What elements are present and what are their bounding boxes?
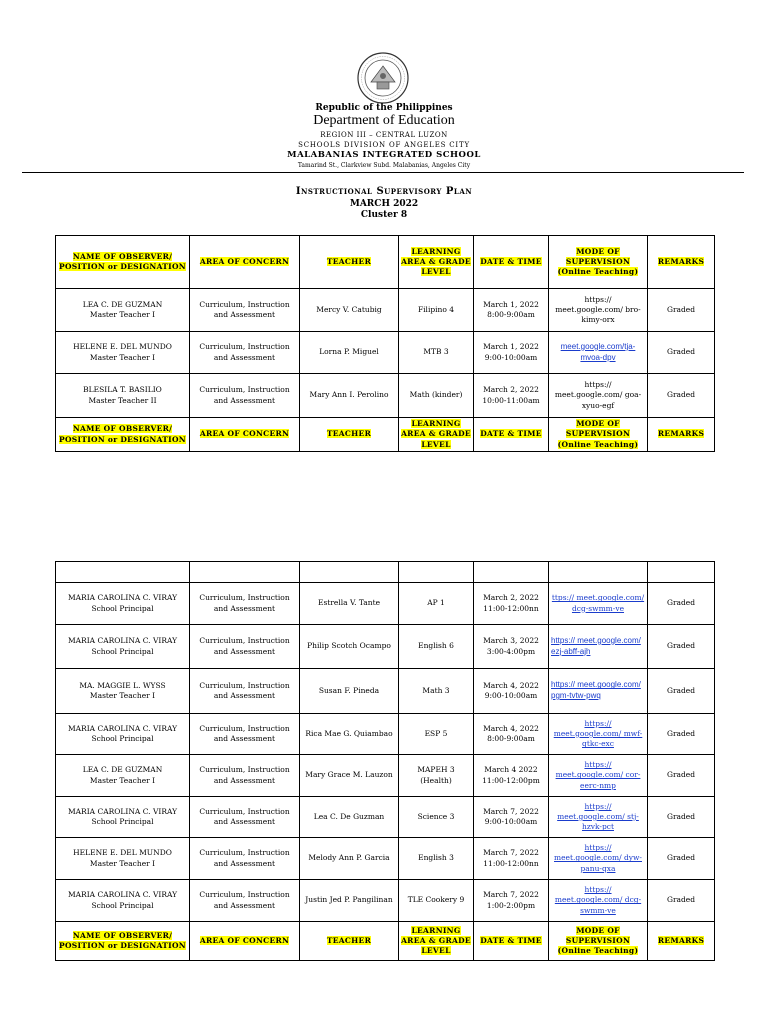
area-of-concern: Curriculum, Instruction and Assessment bbox=[190, 714, 300, 755]
date: March 3, 2022 bbox=[483, 636, 539, 646]
learning-area: ESP 5 bbox=[399, 714, 474, 755]
col-header-mode: MODE OF SUPERVISION (Online Teaching) bbox=[549, 236, 648, 289]
observer-name: MA. MAGGIE L. WYSS bbox=[79, 680, 166, 690]
date: March 1, 2022 bbox=[483, 299, 539, 309]
division-line: SCHOOLS DIVISION OF ANGELES CITY bbox=[298, 141, 470, 149]
observer-position: School Principal bbox=[91, 646, 154, 656]
supervisory-plan-table-2 bbox=[55, 561, 715, 961]
region-line: REGION III – CENTRAL LUZON bbox=[320, 131, 448, 139]
learning-area: MTB 3 bbox=[399, 332, 474, 374]
remarks: Graded bbox=[648, 669, 715, 714]
meet-link[interactable]: https:// meet.google.com/ cor-eerc-nmp bbox=[555, 760, 641, 790]
col-header-remarks: REMARKS bbox=[648, 922, 715, 961]
remarks: Graded bbox=[648, 583, 715, 625]
col-header-concern: AREA OF CONCERN bbox=[190, 922, 300, 961]
area-of-concern: Curriculum, Instruction and Assessment bbox=[190, 332, 300, 374]
col-header-learning: LEARNING AREA & GRADE LEVEL bbox=[399, 922, 474, 961]
observer-name: HELENE E. DEL MUNDO bbox=[73, 848, 172, 858]
deped-seal-icon bbox=[357, 52, 409, 104]
col-header-remarks: REMARKS bbox=[648, 236, 715, 289]
table-row bbox=[56, 583, 715, 625]
meet-link[interactable]: https:// meet.google.com/ ezj-abff-ajh bbox=[551, 635, 641, 656]
col-header-observer: NAME OF OBSERVER/ POSITION or DESIGNATION bbox=[56, 922, 190, 961]
col-header-concern: AREA OF CONCERN bbox=[190, 418, 300, 452]
observer-name: MARIA CAROLINA C. VIRAY bbox=[67, 636, 178, 646]
teacher-name: Lorna P. Miguel bbox=[300, 332, 399, 374]
remarks: Graded bbox=[648, 797, 715, 838]
date: March 1, 2022 bbox=[483, 342, 539, 352]
plan-month: MARCH 2022 bbox=[349, 199, 419, 209]
school-address: Tamarind St., Clarkview Subd. Malabanias, Angeles City bbox=[297, 162, 471, 169]
area-of-concern: Curriculum, Instruction and Assessment bbox=[190, 838, 300, 880]
learning-area: Science 3 bbox=[399, 797, 474, 838]
remarks: Graded bbox=[648, 714, 715, 755]
col-header-mode: MODE OF SUPERVISION (Online Teaching) bbox=[549, 922, 648, 961]
date: March 7, 2022 bbox=[483, 806, 539, 816]
area-of-concern: Curriculum, Instruction and Assessment bbox=[190, 797, 300, 838]
meet-link[interactable]: ttps:// meet.google.com/ dcg-swmm-ve bbox=[551, 593, 645, 613]
date: March 2, 2022 bbox=[483, 593, 539, 603]
learning-area: MAPEH 3 (Health) bbox=[399, 755, 474, 797]
date: March 2, 2022 bbox=[483, 385, 539, 395]
remarks: Graded bbox=[648, 880, 715, 922]
teacher-name: Susan F. Pineda bbox=[300, 669, 399, 714]
observer-name: LEA C. DE GUZMAN bbox=[82, 299, 163, 309]
header-row-repeat bbox=[56, 922, 715, 961]
col-header-datetime: DATE & TIME bbox=[474, 922, 549, 961]
observer-name: LEA C. DE GUZMAN bbox=[82, 765, 163, 775]
area-of-concern: Curriculum, Instruction and Assessment bbox=[190, 583, 300, 625]
republic-line: Republic of the Philippines bbox=[315, 103, 453, 113]
time: 11:00-12:00nn bbox=[483, 858, 539, 868]
date: March 4 2022 bbox=[484, 765, 538, 775]
time: 9:00-10:00am bbox=[484, 691, 538, 700]
time: 11:00-12:00nn bbox=[483, 603, 539, 613]
observer-position: Master Teacher I bbox=[89, 352, 156, 362]
date: March 7, 2022 bbox=[483, 848, 539, 858]
header-divider bbox=[22, 172, 744, 173]
observer-position: School Principal bbox=[91, 603, 154, 613]
time: 3:00-4:00pm bbox=[486, 646, 536, 656]
empty-row bbox=[56, 562, 715, 583]
col-header-observer: NAME OF OBSERVER/ POSITION or DESIGNATION bbox=[56, 418, 190, 452]
table-row bbox=[56, 669, 715, 714]
teacher-name: Mary Ann I. Perolino bbox=[300, 374, 399, 418]
learning-area: Math 3 bbox=[399, 669, 474, 714]
table-row bbox=[56, 755, 715, 797]
col-header-teacher: TEACHER bbox=[300, 418, 399, 452]
col-header-observer: NAME OF OBSERVER/ POSITION or DESIGNATION bbox=[56, 236, 190, 289]
time: 10:00-11:00am bbox=[482, 395, 540, 405]
table-row bbox=[56, 714, 715, 755]
observer-name: MARIA CAROLINA C. VIRAY bbox=[67, 723, 178, 733]
meet-link[interactable]: https:// meet.google.com/ goa-xyuo-egf bbox=[549, 374, 648, 418]
table-row bbox=[56, 374, 715, 418]
learning-area: Filipino 4 bbox=[399, 289, 474, 332]
col-header-teacher: TEACHER bbox=[300, 236, 399, 289]
teacher-name: Justin Jed P. Pangilinan bbox=[300, 880, 399, 922]
observer-position: School Principal bbox=[91, 817, 154, 826]
teacher-name: Philip Scotch Ocampo bbox=[300, 625, 399, 669]
remarks: Graded bbox=[648, 625, 715, 669]
plan-title: Instructional Supervisory Plan bbox=[295, 186, 473, 197]
teacher-name: Lea C. De Guzman bbox=[300, 797, 399, 838]
learning-area: Math (kinder) bbox=[399, 374, 474, 418]
table-row bbox=[56, 797, 715, 838]
teacher-name: Rica Mae G. Quiambao bbox=[300, 714, 399, 755]
area-of-concern: Curriculum, Instruction and Assessment bbox=[190, 289, 300, 332]
observer-position: School Principal bbox=[91, 734, 154, 743]
teacher-name: Mary Grace M. Lauzon bbox=[300, 755, 399, 797]
col-header-mode: MODE OF SUPERVISION (Online Teaching) bbox=[549, 418, 648, 452]
meet-link[interactable]: https:// meet.google.com/ mwf-qtkc-exc bbox=[553, 718, 643, 749]
teacher-name: Estrella V. Tante bbox=[300, 583, 399, 625]
time: 9:00-10:00am bbox=[484, 352, 538, 362]
observer-position: Master Teacher II bbox=[88, 395, 157, 405]
table-row bbox=[56, 289, 715, 332]
observer-name: BLESILA T. BASILIO bbox=[83, 385, 162, 395]
table-row bbox=[56, 838, 715, 880]
remarks: Graded bbox=[648, 374, 715, 418]
remarks: Graded bbox=[648, 332, 715, 374]
date: March 4, 2022 bbox=[483, 680, 539, 690]
date: March 7, 2022 bbox=[483, 890, 539, 900]
observer-name: MARIA CAROLINA C. VIRAY bbox=[67, 593, 178, 603]
supervisory-plan-table-1 bbox=[55, 235, 715, 452]
table-row bbox=[56, 880, 715, 922]
col-header-learning: LEARNING AREA & GRADE LEVEL bbox=[399, 236, 474, 289]
header-row bbox=[56, 236, 715, 289]
meet-link[interactable]: https:// meet.google.com/ dyw-panu-qxa bbox=[554, 843, 642, 873]
observer-position: Master Teacher I bbox=[89, 858, 156, 868]
time: 8:00-9:00am bbox=[487, 310, 535, 319]
date: March 4, 2022 bbox=[483, 723, 539, 733]
area-of-concern: Curriculum, Instruction and Assessment bbox=[190, 374, 300, 418]
observer-name: MARIA CAROLINA C. VIRAY bbox=[67, 806, 178, 816]
header-row-repeat bbox=[56, 418, 715, 452]
remarks: Graded bbox=[648, 289, 715, 332]
observer-position: School Principal bbox=[91, 900, 154, 910]
remarks: Graded bbox=[648, 838, 715, 880]
time: 11:00-12:00pm bbox=[482, 775, 540, 785]
table-row bbox=[56, 332, 715, 374]
remarks: Graded bbox=[648, 755, 715, 797]
meet-link[interactable]: https:// meet.google.com/ bro-kimy-orx bbox=[549, 289, 648, 332]
learning-area: English 3 bbox=[399, 838, 474, 880]
plan-cluster: Cluster 8 bbox=[360, 210, 408, 220]
observer-name: HELENE E. DEL MUNDO bbox=[73, 342, 172, 352]
learning-area: English 6 bbox=[399, 625, 474, 669]
area-of-concern: Curriculum, Instruction and Assessment bbox=[190, 669, 300, 714]
observer-position: Master Teacher I bbox=[89, 775, 156, 785]
teacher-name: Mercy V. Catubig bbox=[300, 289, 399, 332]
col-header-teacher: TEACHER bbox=[300, 922, 399, 961]
col-header-concern: AREA OF CONCERN bbox=[190, 236, 300, 289]
area-of-concern: Curriculum, Instruction and Assessment bbox=[190, 880, 300, 922]
time: 1:00-2:00pm bbox=[486, 900, 536, 910]
col-header-datetime: DATE & TIME bbox=[474, 236, 549, 289]
observer-position: Master Teacher I bbox=[89, 310, 156, 319]
col-header-remarks: REMARKS bbox=[648, 418, 715, 452]
area-of-concern: Curriculum, Instruction and Assessment bbox=[190, 755, 300, 797]
area-of-concern: Curriculum, Instruction and Assessment bbox=[190, 625, 300, 669]
department-name: Department of Education bbox=[313, 113, 455, 128]
meet-link[interactable]: https:// meet.google.com/ dcg-swmm-ve bbox=[554, 885, 642, 915]
col-header-datetime: DATE & TIME bbox=[474, 418, 549, 452]
observer-name: MARIA CAROLINA C. VIRAY bbox=[67, 890, 178, 900]
time: 8:00-9:00am bbox=[487, 734, 535, 743]
meet-link[interactable]: meet.google.com/tja-mvoa-dpv bbox=[560, 341, 636, 362]
learning-area: AP 1 bbox=[399, 583, 474, 625]
school-name: MALABANIAS INTEGRATED SCHOOL bbox=[287, 150, 481, 160]
teacher-name: Melody Ann P. Garcia bbox=[300, 838, 399, 880]
table-row bbox=[56, 625, 715, 669]
meet-link[interactable]: https:// meet.google.com/ pgm-tvtw-pwq bbox=[551, 680, 641, 700]
time: 9:00-10:00am bbox=[484, 817, 538, 826]
col-header-learning: LEARNING AREA & GRADE LEVEL bbox=[399, 418, 474, 452]
meet-link[interactable]: https:// meet.google.com/ stj-hzvk-pct bbox=[557, 801, 639, 832]
learning-area: TLE Cookery 9 bbox=[399, 880, 474, 922]
observer-position: Master Teacher I bbox=[89, 691, 156, 700]
